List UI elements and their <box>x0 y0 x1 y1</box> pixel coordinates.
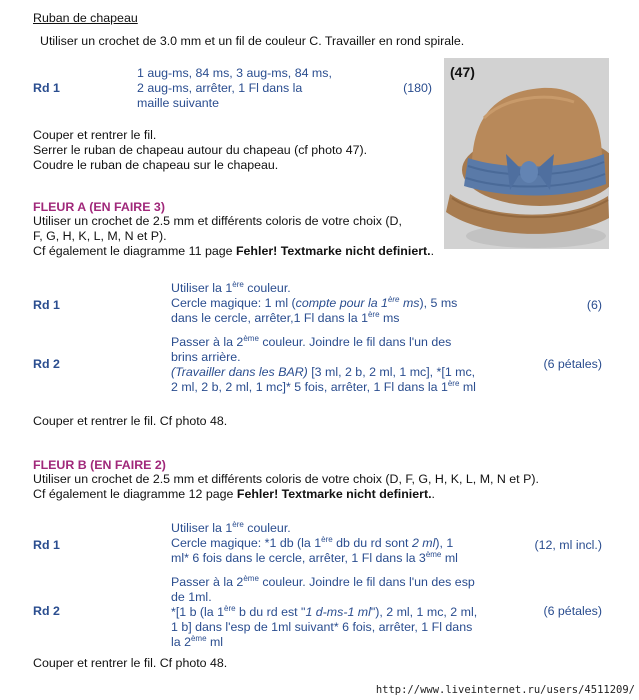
ruban-intro: Utiliser un crochet de 3.0 mm et un fil de couleur C. Travailler en rond spirale. <box>40 34 465 48</box>
fleur-b-rd1-count: (12, ml incl.) <box>534 538 602 552</box>
hat-photo <box>444 58 609 249</box>
photo-label: (47) <box>450 64 475 80</box>
fleur-a-rd1-label: Rd 1 <box>33 298 60 312</box>
watermark-url: http://www.liveinternet.ru/users/4511209/ <box>375 684 635 696</box>
fleur-b-rd2-instructions: Passer à la 2ème couleur. Joindre le fil dans l'un des esp de 1ml. *[1 b (la 1ère b du rd est "1 d-ms-1 ml"), 2 ml, 1 mc, 2 ml, 1 b] dans l'esp de 1ml suivant* 6 fois, arrêter, 1 Fl dans la 2ème ml <box>171 573 478 649</box>
fleur-b-rd1-instructions: Utiliser la 1ère couleur. Cercle magique: *1 db (la 1ère db du rd sont 2 ml), 1 ml* 6 fois dans le cercle, arrêter, 1 Fl dans la 3ème ml <box>171 519 458 565</box>
fleur-a-rd2-count: (6 pétales) <box>543 357 602 371</box>
fleur-b-rd2-label: Rd 2 <box>33 604 60 618</box>
ruban-rd1-instructions: 1 aug-ms, 84 ms, 3 aug-ms, 84 ms, 2 aug-ms, arrêter, 1 Fl dans la maille suivante <box>137 66 332 110</box>
section-title-fleur-b: FLEUR B (EN FAIRE 2) <box>33 458 166 472</box>
fleur-a-rd2-instructions: Passer à la 2ème couleur. Joindre le fil dans l'un des brins arrière. (Travailler dans les BAR) [3 ml, 2 b, 2 ml, 1 mc], *[1 mc, 2 ml, 2 b, 2 ml, 1 mc]* 5 fois, arrêter, 1 Fl dans la 1ère ml <box>171 333 476 394</box>
fleur-a-rd2-label: Rd 2 <box>33 357 60 371</box>
hat-illustration <box>444 58 609 249</box>
fleur-a-finish: Couper et rentrer le fil. Cf photo 48. <box>33 414 228 428</box>
section-title-fleur-a: FLEUR A (EN FAIRE 3) <box>33 200 165 214</box>
fleur-a-rd1-count: (6) <box>586 298 602 312</box>
section-title-ruban: Ruban de chapeau <box>33 11 138 25</box>
fleur-a-intro: Utiliser un crochet de 2.5 mm et différents coloris de votre choix (D, F, G, H, K, L, M, N et P). <box>33 214 402 243</box>
fleur-b-rd2-count: (6 pétales) <box>543 604 602 618</box>
fleur-a-rd1-instructions: Utiliser la 1ère couleur. Cercle magique: 1 ml (compte pour la 1ère ms), 5 ms dans le cercle, arrêter,1 Fl dans la 1ère ms <box>171 279 458 325</box>
ruban-rd1-label: Rd 1 <box>33 81 60 95</box>
fleur-b-finish: Couper et rentrer le fil. Cf photo 48. <box>33 656 228 670</box>
fleur-b-rd1-label: Rd 1 <box>33 538 60 552</box>
fleur-a-diagram-ref: Cf également le diagramme 11 page Fehler! Textmarke nicht definiert.. <box>33 244 435 258</box>
fleur-b-intro: Utiliser un crochet de 2.5 mm et différents coloris de votre choix (D, F, G, H, K, L, M, N et P). <box>33 472 539 486</box>
ruban-rd1-count: (180) <box>403 81 432 95</box>
fleur-b-diagram-ref: Cf également le diagramme 12 page Fehler! Textmarke nicht definiert.. <box>33 487 435 501</box>
ruban-finish: Couper et rentrer le fil. Serrer le ruban de chapeau autour du chapeau (cf photo 47). Coudre le ruban de chapeau sur le chapeau. <box>33 128 368 172</box>
